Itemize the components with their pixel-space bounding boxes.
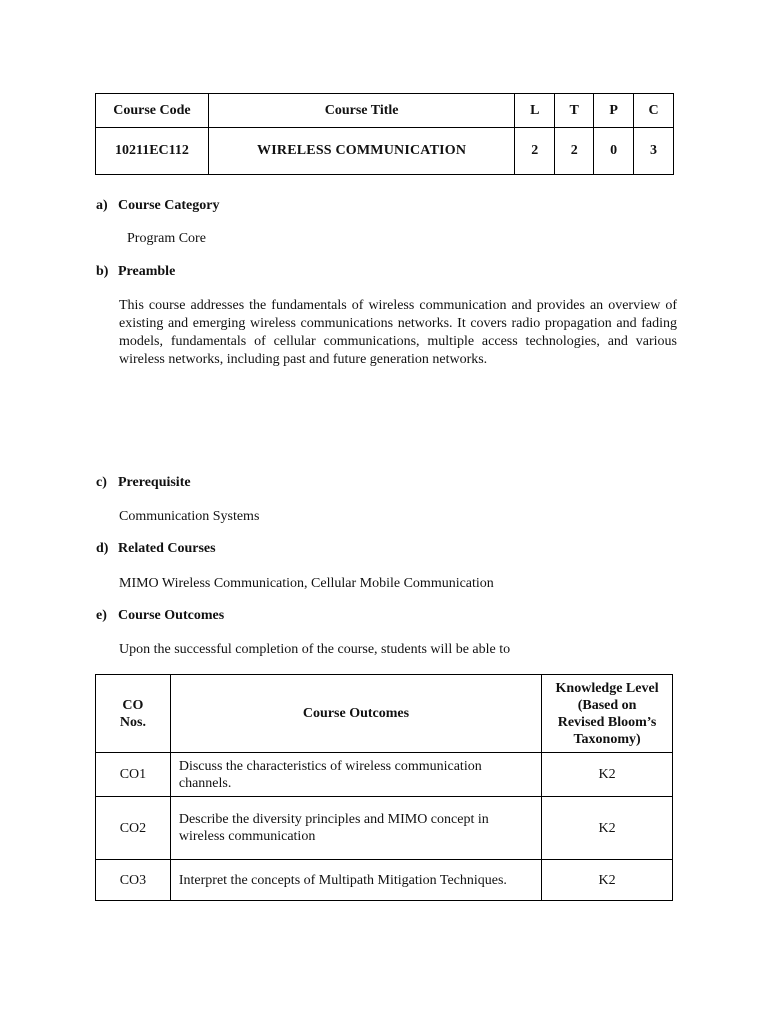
co-number: CO3: [96, 860, 171, 901]
section-heading: Related Courses: [118, 541, 216, 556]
knowledge-level-header-line: (Based on: [577, 697, 637, 713]
section-course-outcomes: [96, 608, 224, 624]
section-letter: d): [96, 541, 109, 556]
section-heading: Course Category: [118, 198, 220, 213]
section-heading: Prerequisite: [118, 475, 191, 490]
practical-header: P: [594, 94, 634, 128]
co-number: CO1: [96, 753, 171, 797]
course-outcomes-header: Course Outcomes: [170, 675, 541, 753]
course-category-text: Program Core: [127, 231, 206, 246]
knowledge-level: K2: [542, 797, 673, 860]
course-table-header-row: [96, 94, 674, 128]
course-code-header: Course Code: [96, 94, 209, 128]
co-description: Interpret the concepts of Multipath Mitigation Techniques.: [170, 860, 541, 901]
knowledge-level-header-line: Knowledge Level: [555, 680, 659, 696]
section-letter: a): [96, 198, 108, 213]
credits-value: 3: [634, 128, 674, 175]
course-table-row: [96, 128, 674, 175]
section-prerequisite: [96, 475, 191, 491]
course-table: [95, 93, 674, 175]
knowledge-level-header-line: Taxonomy): [573, 731, 641, 747]
co-nos-header: [96, 675, 171, 753]
preamble-text: This course addresses the fundamentals of wireless communication and provides an overview of existing and emerging wireless communications networks. It covers radio propagation and fading models, fundamentals of cellular communications, multiple access technologies, and various wireless networks, including past and future generation networks.: [119, 298, 677, 367]
section-heading: Course Outcomes: [118, 608, 225, 623]
knowledge-level: K2: [542, 860, 673, 901]
co-description: Discuss the characteristics of wireless communication channels.: [170, 753, 541, 797]
lecture-value: 2: [515, 128, 555, 175]
course-code-value: 10211EC112: [96, 128, 209, 175]
section-course-category: [96, 198, 219, 214]
course-title-value: WIRELESS COMMUNICATION: [208, 128, 514, 175]
credits-header: C: [634, 94, 674, 128]
section-letter: c): [96, 475, 107, 490]
course-outcomes-table: [95, 674, 673, 901]
practical-value: 0: [594, 128, 634, 175]
section-letter: b): [96, 264, 109, 279]
related-courses-text: MIMO Wireless Communication, Cellular Mobile Communication: [119, 576, 494, 591]
outcome-row: [96, 860, 673, 901]
course-title-header: Course Title: [208, 94, 514, 128]
tutorial-header: T: [555, 94, 594, 128]
section-heading: Preamble: [118, 264, 176, 279]
knowledge-level: K2: [542, 753, 673, 797]
co-nos-header-line: Nos.: [119, 714, 146, 730]
knowledge-level-header: [542, 675, 673, 753]
section-preamble: [96, 264, 175, 280]
co-description: Describe the diversity principles and MIMO concept in wireless communication: [170, 797, 541, 860]
tutorial-value: 2: [555, 128, 594, 175]
co-nos-header-line: CO: [122, 697, 144, 713]
prerequisite-text: Communication Systems: [119, 509, 260, 524]
section-related-courses: [96, 541, 216, 557]
outcome-row: [96, 797, 673, 860]
section-letter: e): [96, 608, 107, 623]
lecture-header: L: [515, 94, 555, 128]
outcomes-header-row: [96, 675, 673, 753]
outcome-row: [96, 753, 673, 797]
co-number: CO2: [96, 797, 171, 860]
knowledge-level-header-line: Revised Bloom’s: [557, 714, 657, 730]
course-outcomes-intro: Upon the successful completion of the course, students will be able to: [119, 642, 511, 657]
